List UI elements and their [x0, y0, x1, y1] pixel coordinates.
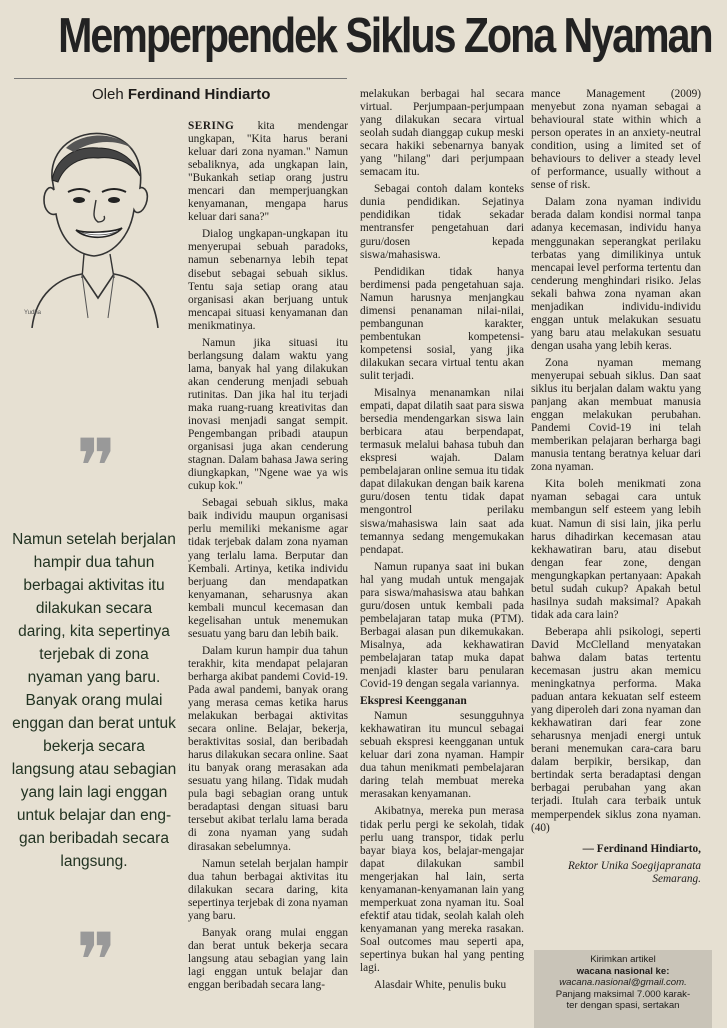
paragraph: Akibatnya, mereka pun merasa tidak perlu pergi ke sekolah, tidak perlu uang transpor, tidak perlu bayar biaya kos, belajar-mengajar dapat dilakukan sambil mengerjakan hal lain, serta kenyamanan-kenyamanan lain yang memperkuat zona nyaman itu. Soal efektif atau tidak, seolah kalah oleh kenyamanan yang mereka rasakan. Soal outcomes mau seperti apa, sepertinya bukan hal yang penting lagi. — [360, 805, 524, 975]
paragraph: Alasdair White, penulis buku — [374, 979, 507, 992]
paragraph: Kita boleh menikmati zona nyaman sebagai cara untuk membangun self esteem yang lebih kuat. Namun di sisi lain, jika perlu harus dihadirkan kecemasan atau kekhawatiran baru, atau disebut dengan fear zone, dengan mengungkapkan pertanyaan: Apakah betul sudah cukup? Apakah betul hasilnya sudah maksimal? Apakah tidak ada cara lain? — [531, 478, 701, 621]
paragraph: SERING kita mendengar ungkapan, "Kita harus berani keluar dari zona nyaman." Namun sebaliknya, ada ungkapan lain, "Bukankah setiap orang justru mencari dan memperjuangkan kenyamanan, mengapa harus keluar dari sana?" — [188, 120, 348, 224]
paragraph: Dialog ungkapan-ungkapan itu menyerupai sebuah paradoks, namun sebenarnya lebih tepat disebut sebagai sebuah siklus. Tentu saja setiap orang atau organisasi akan berjuang untuk mencapai situasi kenyamanan dan menikmatinya. — [188, 228, 348, 332]
pull-quote-line: Banyak orang mulai — [25, 692, 163, 709]
paragraph: Dalam zona nyaman individu berada dalam kondisi normal tanpa adanya kecemasan, individu hanya menggunakan seperangkat perilaku terbatas yang dimilikinya untuk mencapai level performa tertentu dan cenderung menghindari risiko. Jelas sekali bahwa zona nyaman akan menjadikan individu-individu enggan untuk melakukan sesuatu yang baru atau melakukan sesuatu dengan usaha yang lebih keras. — [531, 196, 701, 352]
paragraph: Pendidikan tidak hanya berdimensi pada pengetahuan saja. Namun harusnya menjangkau dimensi penanaman nilai-nilai, pembangunan karakter, pembentukan kompetensi-kompetensi sosial, yang jika dilakukan secara virtual tentu akan sulit terjadi. — [360, 265, 524, 382]
author-portrait-sketch — [22, 118, 162, 328]
paragraph: Dalam kurun hampir dua tahun terakhir, kita mendapat pelajaran berharga akibat pandemi Covid-19. Pada awal pandemi, banyak orang yang merasa cemas ketika harus melakukan berbagai aktivitas secara online. Belajar, bekerja, beraktivitas sosial, dan beribadah harus dilakukan secara online. Saat itu banyak orang merasakan ada sesuatu yang hilang. Tidak mudah pula bagi sebagian orang untuk beradaptasi dengan situasi baru tersebut akibat terlalu lama berada di zona nyaman yang sudah dirasakan sebelumnya. — [188, 644, 348, 853]
section-heading: Ekspresi Keengganan — [360, 695, 467, 708]
pull-quote-line: nyaman yang baru. — [27, 669, 161, 686]
pull-quote-line: daring, kita sepertinya — [18, 623, 170, 640]
submission-line: Kirimkan artikel — [590, 954, 656, 965]
paragraph: Sebagai sebuah siklus, maka baik individu maupun organisasi perlu memiliki mekanisme agar tidak terjebak dalam zona nyaman yang terlalu lama. Berputar dan Kembali. Artinya, ketika individu berjuang dan mendapatkan kenyamanan, seharusnya akan kembali muncul kecemasan dan kegelisahan untuk menemukan sesuatu yang baru dan lebih baik. — [188, 497, 348, 640]
paragraph: Namun jika situasi itu berlangsung dalam waktu yang lama, banyak hal yang dilakukan akan cenderung menjadi sebuah rutinitas. Dan jika hal itu terjadi maka ruang-ruang kreativitas dan inovasi menjadi sangat sempit. Pengembangan pribadi ataupun organisasi juga akan cenderung stagnan. Dalam bahasa Jawa sering diungkapkan, "Ngene wae ya wis cukup kok." — [188, 336, 348, 493]
submission-line: ter dengan spasi, sertakan — [566, 1000, 680, 1011]
quote-icon: ❞ — [76, 920, 117, 1004]
headline: Memperpendek Siklus Zona Nyaman — [58, 9, 712, 63]
byline — [92, 86, 270, 103]
submission-line: Panjang maksimal 7.000 karak- — [555, 988, 691, 1000]
byline-name: Ferdinand Hindiarto — [127, 86, 271, 103]
pull-quote-line: untuk belajar dan eng- — [16, 807, 172, 824]
article-column-3 — [531, 88, 701, 886]
headline-rule — [14, 78, 347, 79]
pull-quote-line: langsung atau sebagian — [11, 761, 177, 778]
submission-line: wacana nasional ke: — [576, 965, 670, 977]
paragraph: Banyak orang mulai enggan dan berat untuk bekerja secara langsung atau sebagian yang lain lagi enggan untuk belajar dan enggan beribadah secara lang- — [188, 926, 348, 991]
paragraph: Namun sesungguhnya kekhawatiran itu muncul sebagai sebuah ekspresi keengganan untuk keluar dari zona nyaman. Hampir dua tahun menikmati pembelajaran daring telah membuat mereka merasakan kenyamanan. — [360, 710, 524, 801]
pull-quote — [8, 528, 180, 873]
paragraph: mance Management (2009) menyebut zona nyaman sebagai a behavioural state within which a person operates in an anxiety-neutral condition, using a limited set of behaviours to deliver a steady level of performance, usually without a sense of risk. — [531, 88, 701, 192]
paragraph: Misalnya menanamkan nilai empati, dapat dilatih saat para siswa bersedia mendengarkan siswa lain berbicara atau berpendapat, termasuk melalui bahasa tubuh dan ekspresi wajah. Dalam pembelajaran online semua itu tidak dapat dilakukan dengan baik karena guru/dosen tentu tidak dapat mengontrol perilaku siswa/mahasiswa lain saat ada temannya sedang mengemukakan pendapat. — [360, 387, 524, 556]
paragraph: melakukan berbagai hal secara virtual. Perjumpaan-perjumpaan yang dilakukan secara virtual seolah sudah dianggap cukup meski secara hakiki sebenarnya banyak yang "hilang" dari perjumpaan semacam itu. — [360, 88, 524, 179]
byline-prefix: Oleh — [92, 86, 124, 103]
svg-text:Yudha: Yudha — [24, 310, 42, 316]
pull-quote-line: enggan dan berat untuk — [12, 715, 176, 732]
article-column-2 — [360, 88, 524, 996]
pull-quote-line: hampir dua tahun — [33, 554, 155, 571]
submission-email: wacana.nasional@gmail.com. — [559, 977, 687, 988]
pull-quote-line: terjebak di zona — [39, 646, 149, 663]
paragraph: Namun setelah berjalan hampir dua tahun berbagai aktivitas itu dilakukan secara daring, kita sepertinya terjebak di zona nyaman yang baru. — [188, 857, 348, 922]
author-signature: — Ferdinand Hindiarto, — [582, 842, 701, 855]
submission-info-box — [534, 950, 712, 1028]
paragraph: Zona nyaman memang menyerupai sebuah siklus. Dan saat siklus itu berjalan dalam waktu yang panjang akan membuat manusia enggan melakukan perubahan. Pandemi Covid-19 ini telah memberikan pelajaran berharga bagi manusia tentang beratnya keluar dari zona nyaman. — [531, 356, 701, 474]
paragraph: Namun rupanya saat ini bukan hal yang mudah untuk mengajak para siswa/mahasiswa atau bahkan guru/dosen untuk kembali pada pembelajaran tatap muka (PTM). Berbagai alasan pun dikemukakan. Misalnya, ada kekhawatiran pembelajaran tatap muka dapat menjadi klaster baru penularan Covid-19 dengan segala variannya. — [360, 560, 524, 691]
pull-quote-line: dilakukan secara — [35, 600, 153, 617]
article-column-1 — [188, 120, 348, 996]
quote-icon: ❞ — [76, 426, 117, 510]
author-title: Rektor Unika Soegijapranata Semarang. — [567, 859, 701, 885]
pull-quote-line: berbagai aktivitas itu — [23, 577, 165, 594]
lead-word: SERING — [188, 120, 235, 132]
pull-quote-line: Namun setelah berjalan — [12, 531, 176, 548]
pull-quote-line: bekerja secara — [43, 738, 145, 755]
pull-quote-line: gan beribadah secara — [19, 830, 169, 847]
paragraph: Sebagai contoh dalam konteks dunia pendidikan. Sejatinya pendidikan tidak sekadar mentransfer pengetahuan dari guru/dosen kepada siswa/mahasiswa. — [360, 183, 524, 261]
pull-quote-line: yang lain lagi enggan — [20, 784, 168, 801]
pull-quote-line: langsung. — [60, 853, 128, 870]
paragraph: Beberapa ahli psikologi, seperti David McClelland menyatakan bahwa dalam batas tertentu kecemasan justru akan memicu meningkatnya performa. Maka paduan antara kekuatan self esteem yang diperoleh dari zona nyaman dan kekhawatiran dari fear zone seharusnya menjadi energi untuk berani menemukan cara-cara baru dalam berpikir, bersikap, dan bertindak serta beradaptasi dengan berbagai perubahan yang akan terjadi. Itulah cara terbaik untuk memperpendek siklus zona nyaman. (40) — [531, 625, 701, 834]
